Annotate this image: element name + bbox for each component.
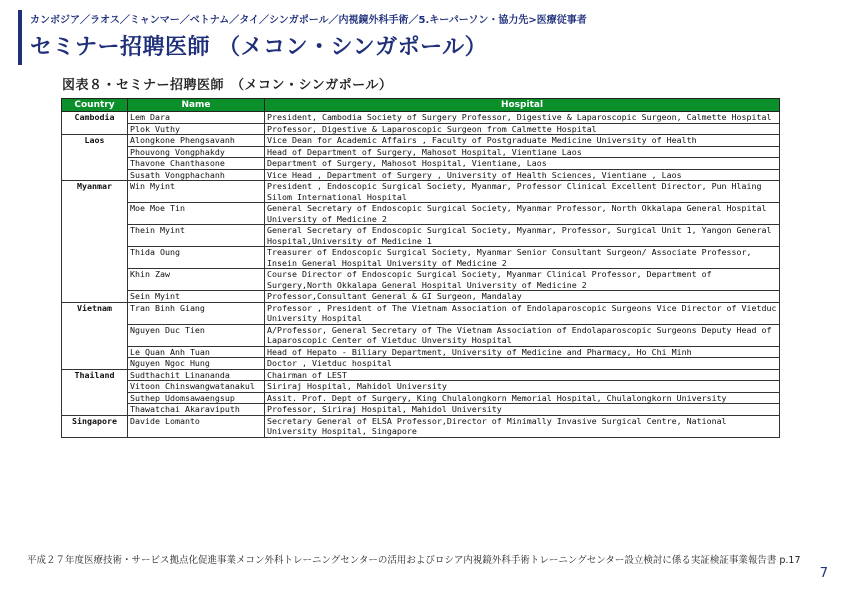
source-note: 平成２７年度医療技術・サービス拠点化促進事業メコン外科トレーニングセンターの活用およびロシア内視鏡外科手術トレーニングセンター設立検討に係る実証検証事業報告書 p.17 [27,555,801,566]
hospital-cell: General Secretary of Endoscopic Surgical Society, Myanmar, Professor, Surgical Unit 1, Yangon General Hospital,University of Medicine 1 [265,225,780,247]
name-cell: Suthep Udomsawaengsup [128,392,265,404]
country-cell-cambodia: Cambodia [62,112,128,135]
hospital-cell: Head of Department of Surgery, Mahosot Hospital, Vientiane Laos [265,146,780,158]
page-number: 7 [819,566,828,581]
table-row [62,346,780,358]
hospital-cell: Professor,Consultant General & GI Surgeon, Mandalay [265,291,780,303]
country-cell-laos: Laos [62,135,128,181]
hospital-cell: Professor , President of The Vietnam Association of Endolaparoscopic Surgeons Vice Director of Vietduc University Hospital [265,302,780,324]
hospital-cell: Treasurer of Endoscopic Surgical Society, Myanmar Senior Consultant Surgeon/ Associate Professor, Insein General Hospital University of Medicine 2 [265,247,780,269]
hospital-cell: Professor, Digestive & Laparoscopic Surgeon from Calmette Hospital [265,123,780,135]
page-title: セミナー招聘医師 （メコン・シンガポール） [30,35,488,60]
name-cell: Nguyen Duc Tien [128,324,265,346]
hospital-cell: Department of Surgery, Mahosot Hospital, Vientiane, Laos [265,158,780,170]
hospital-cell: Doctor , Vietduc hospital [265,358,780,370]
column-header-country: Country [62,99,128,112]
name-cell: Le Quan Anh Tuan [128,346,265,358]
hospital-cell: President , Endoscopic Surgical Society, Myanmar, Professor Clinical Excellent Director, Pun Hlaing Silom International Hospital [265,181,780,203]
table-row [62,135,780,147]
title-accent-bar [18,10,22,65]
figure-caption: 図表８・セミナー招聘医師 （メコン・シンガポール） [62,78,393,93]
table-row [62,358,780,370]
hospital-cell: Course Director of Endoscopic Surgical Society, Myanmar Clinical Professor, Department of Surgery,North Okkalapa General Hospital University of Medicine 2 [265,269,780,291]
table-row [62,369,780,381]
table-row [62,181,780,203]
hospital-cell: Assit. Prof. Dept of Surgery, King Chulalongkorn Memorial Hospital, Chulalongkorn University [265,392,780,404]
hospital-cell: Secretary General of ELSA Professor,Director of Minimally Invasive Surgical Centre, National University Hospital, Singapore [265,415,780,437]
name-cell: Sudthachit Linananda [128,369,265,381]
table-row [62,146,780,158]
hospital-cell: Vice Head , Department of Surgery , University of Health Sciences, Vientiane , Laos [265,169,780,181]
name-cell: Thavone Chanthasone [128,158,265,170]
table-row [62,225,780,247]
name-cell: Plok Vuthy [128,123,265,135]
name-cell: Vitoon Chinswangwatanakul [128,381,265,393]
country-cell-myanmar: Myanmar [62,181,128,303]
hospital-cell: Chairman of LEST [265,369,780,381]
name-cell: Win Myint [128,181,265,203]
name-cell: Phouvong Vongphakdy [128,146,265,158]
name-cell: Khin Zaw [128,269,265,291]
name-cell: Thawatchai Akaraviputh [128,404,265,416]
name-cell: Tran Binh Giang [128,302,265,324]
name-cell: Thein Myint [128,225,265,247]
table-row [62,381,780,393]
country-cell-vietnam: Vietnam [62,302,128,369]
name-cell: Thida Oung [128,247,265,269]
name-cell: Nguyen Ngoc Hung [128,358,265,370]
breadcrumb: カンボジア／ラオス／ミャンマー／ベトナム／タイ／シンガポール／内視鏡外科手術／5.キーパーソン・協力先>医療従事者 [30,15,587,26]
hospital-cell: President, Cambodia Society of Surgery Professor, Digestive & Laparoscopic Surgeon, Calmette Hospital [265,112,780,124]
name-cell: Susath Vongphachanh [128,169,265,181]
name-cell: Davide Lomanto [128,415,265,437]
table-row [62,247,780,269]
table-row [62,392,780,404]
table-row [62,112,780,124]
country-cell-singapore: Singapore [62,415,128,437]
name-cell: Moe Moe Tin [128,203,265,225]
hospital-cell: Vice Dean for Academic Affairs , Faculty of Postgraduate Medicine University of Health [265,135,780,147]
table-row [62,158,780,170]
table-row [62,404,780,416]
table-row [62,415,780,437]
table-row [62,269,780,291]
hospital-cell: Head of Hepato - Biliary Department, University of Medicine and Pharmacy, Ho Chi Minh [265,346,780,358]
column-header-name: Name [128,99,265,112]
country-cell-thailand: Thailand [62,369,128,415]
invited-doctors-table [61,98,780,438]
hospital-cell: General Secretary of Endoscopic Surgical Society, Myanmar Professor, North Okkalapa General Hospital University of Medicine 2 [265,203,780,225]
table-row [62,203,780,225]
table-header-row [62,99,780,112]
table-row [62,302,780,324]
name-cell: Lem Dara [128,112,265,124]
hospital-cell: A/Professor, General Secretary of The Vietnam Association of Endolaparoscopic Surgeons Deputy Head of Laparoscopic Center of Vietduc Unversity Hospital [265,324,780,346]
table-row [62,123,780,135]
name-cell: Alongkone Phengsavanh [128,135,265,147]
table-row [62,324,780,346]
name-cell: Sein Myint [128,291,265,303]
hospital-cell: Professor, Siriraj Hospital, Mahidol University [265,404,780,416]
table-row [62,291,780,303]
column-header-hospital: Hospital [265,99,780,112]
table-row [62,169,780,181]
hospital-cell: Siriraj Hospital, Mahidol University [265,381,780,393]
